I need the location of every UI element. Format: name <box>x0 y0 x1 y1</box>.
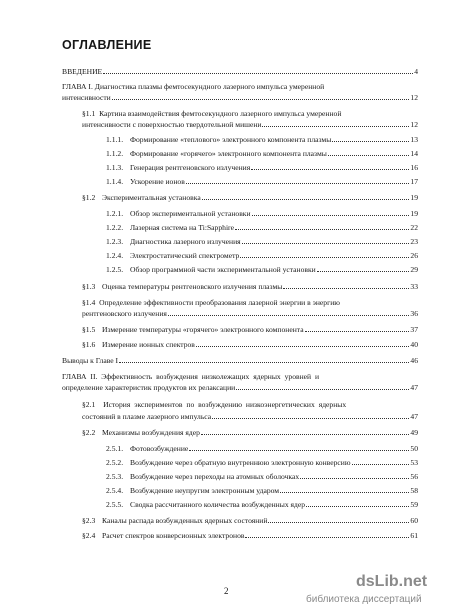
toc-entry-label: 2.5.1. <box>106 444 124 453</box>
toc-page-number: 56 <box>410 472 418 481</box>
toc-entry-label: §2.3 <box>82 516 96 525</box>
toc-page-number: 16 <box>410 163 418 172</box>
toc-entry-label: 1.2.4. <box>106 251 124 260</box>
toc-entry-label: ВВЕДЕНИЕ <box>62 67 103 76</box>
toc-entry <box>82 193 418 202</box>
toc-page-number: 50 <box>410 444 418 453</box>
toc-entry-title: Электростатический спектрометр <box>130 251 240 260</box>
toc-entry-title: Формирование «горячего» электронного компонента плазмы <box>130 149 327 158</box>
toc-entry-title: Картина взаимодействия фемтосекундного лазерного импульса умеренной <box>99 109 342 118</box>
toc-entry <box>106 223 418 232</box>
toc-entry-label: 1.1.3. <box>106 163 124 172</box>
toc-leader <box>236 383 409 390</box>
toc-entry-title: Обзор экспериментальной установки <box>130 209 251 218</box>
toc-page-number: 14 <box>410 149 418 158</box>
toc-entry-line1 <box>62 82 324 91</box>
toc-page-number: 26 <box>410 251 418 260</box>
page-number: 2 <box>224 586 229 596</box>
toc-leader <box>300 472 409 479</box>
toc-entry-title: Диагностика плазмы фемтосекундного лазерного импульса умеренной <box>94 82 325 91</box>
toc-entry <box>106 500 418 509</box>
toc-page-number: 37 <box>410 325 418 334</box>
toc-entry-line1 <box>82 298 340 307</box>
toc-leader <box>328 149 410 156</box>
toc-leader <box>240 251 409 258</box>
toc-leader <box>352 458 410 465</box>
toc-entry-line2 <box>82 412 418 421</box>
toc-entry-title: Эффективность возбуждения низколежащих ядерных уровней и <box>101 372 320 381</box>
toc-entry-label: §1.2 <box>82 193 96 202</box>
toc-entry <box>82 325 418 334</box>
toc-entry-label: 2.5.3. <box>106 472 124 481</box>
toc-entry-label: 2.5.5. <box>106 500 124 509</box>
toc-entry-label: ГЛАВА I. <box>62 82 93 91</box>
toc-entry-title: Каналы распада возбужденных ядерных состояний <box>102 516 268 525</box>
toc-page-number: 60 <box>410 516 418 525</box>
toc-entry <box>106 458 418 467</box>
toc-entry-title: Возбуждение через обратную внутреннюю электронную конверсию <box>130 458 351 467</box>
toc-entry <box>106 209 418 218</box>
toc-entry-title: Механизмы возбуждения ядер <box>102 428 200 437</box>
toc-entry-label: 2.5.2. <box>106 458 124 467</box>
toc-page-number: 12 <box>410 93 418 102</box>
toc-entry-label: 1.1.4. <box>106 177 124 186</box>
toc-entry-label: 1.1.2. <box>106 149 124 158</box>
toc-entry <box>106 135 418 144</box>
toc-leader <box>280 486 409 493</box>
toc-entry-title: Экспериментальная установка <box>102 193 201 202</box>
toc-entry-label: §1.3 <box>82 282 96 291</box>
toc-entry-title: Генерация рентгеновского излучения <box>130 163 251 172</box>
toc-entry-label: 1.2.3. <box>106 237 124 246</box>
toc-entry <box>106 177 418 186</box>
toc-leader <box>245 531 409 538</box>
toc-page-number: 22 <box>410 223 418 232</box>
toc-page-number: 49 <box>410 428 418 437</box>
toc-entry-title-cont: рентгеновского излучения <box>82 309 167 318</box>
toc-entry-line2 <box>82 309 418 318</box>
toc-entry-title: Измерение ионных спектров <box>102 340 195 349</box>
toc-entry <box>62 356 418 365</box>
toc-entry <box>106 472 418 481</box>
toc-entry-title: Возбуждение неупругим электронным ударом <box>130 486 280 495</box>
toc-page-number: 36 <box>410 309 418 318</box>
toc-entry-line1 <box>82 400 346 409</box>
toc-entry-label: Выводы к Главе I <box>62 356 119 365</box>
toc-entry-label: 1.2.1. <box>106 209 124 218</box>
toc-entry-title: Расчет спектров конверсионных электронов <box>102 531 245 540</box>
toc-entry-line2 <box>62 383 418 392</box>
toc-entry-title-cont: интенсивности с поверхностью твердотельной мишени <box>82 120 262 129</box>
toc-leader <box>235 223 409 230</box>
toc-entry-title: Ускорение ионов <box>130 177 185 186</box>
toc-entry-line2 <box>82 120 418 129</box>
toc-leader <box>332 135 409 142</box>
toc-leader <box>196 340 410 347</box>
toc-entry-label: 1.2.5. <box>106 265 124 274</box>
toc-entry <box>82 282 418 291</box>
toc-page-number: 61 <box>410 531 418 540</box>
toc-entry-line2 <box>62 93 418 102</box>
toc-entry <box>106 149 418 158</box>
toc-entry-label: 2.5.4. <box>106 486 124 495</box>
toc-leader <box>103 67 413 74</box>
toc-page-number: 59 <box>410 500 418 509</box>
toc-entry-line1 <box>82 109 341 118</box>
toc-entry-title: Обзор программной части экспериментальной установки <box>130 265 316 274</box>
toc-page-number: 47 <box>410 412 418 421</box>
toc-entry-title: Формирование «теплового» электронного компонента плазмы <box>130 135 332 144</box>
toc-leader <box>306 500 409 507</box>
toc-page-number: 12 <box>410 120 418 129</box>
toc-leader <box>268 516 409 523</box>
toc-entry-label: §2.4 <box>82 531 96 540</box>
toc-leader <box>242 237 410 244</box>
toc-page-number: 33 <box>410 282 418 291</box>
toc-page-number: 13 <box>410 135 418 144</box>
toc-entry-label: §2.1 <box>82 400 96 409</box>
toc-page-number: 19 <box>410 193 418 202</box>
toc-leader <box>168 309 410 316</box>
toc-page-number: 53 <box>410 458 418 467</box>
toc-entry-label: §1.6 <box>82 340 96 349</box>
toc-entry-title: История экспериментов по возбуждению низкоэнергетических ядерных <box>103 400 347 409</box>
toc-entry <box>82 428 418 437</box>
toc-entry <box>106 265 418 274</box>
toc-entry <box>82 531 418 540</box>
toc-leader <box>212 412 409 419</box>
toc-entry-title: Возбуждение через переходы на атомных оболочках <box>130 472 300 481</box>
toc-leader <box>262 120 409 127</box>
toc-entry-title: Лазерная система на Ti:Sapphire <box>130 223 234 232</box>
toc-leader <box>119 356 409 363</box>
toc-entry <box>82 516 418 525</box>
toc-entry-label: §1.5 <box>82 325 96 334</box>
watermark-logo: dsLib.net <box>356 573 428 590</box>
toc-entry-title: Сводка рассчитанного количества возбужденных ядер <box>130 500 306 509</box>
toc-entry-label: 1.1.1. <box>106 135 124 144</box>
toc-page-number: 23 <box>410 237 418 246</box>
toc-page-number: 40 <box>410 340 418 349</box>
toc-page-number: 58 <box>410 486 418 495</box>
toc-entry-line1 <box>62 372 319 381</box>
toc-entry-label: §2.2 <box>82 428 96 437</box>
toc-entry <box>106 444 418 453</box>
toc-entry-title: Диагностика лазерного излучения <box>130 237 241 246</box>
toc-page-number: 17 <box>410 177 418 186</box>
toc-entry <box>106 251 418 260</box>
toc-entry-label: 1.2.2. <box>106 223 124 232</box>
toc-entry-title: Измерение температуры «горячего» электронного компонента <box>102 325 304 334</box>
toc-leader <box>251 163 409 170</box>
toc-entry-title: Фотовозбуждение <box>130 444 189 453</box>
toc-leader <box>201 428 409 435</box>
toc-page-number: 47 <box>410 383 418 392</box>
toc-entry-title: Определение эффективности преобразования лазерной энергии в энергию <box>99 298 340 307</box>
toc-entry-label: §1.1 <box>82 109 96 118</box>
toc-leader <box>252 209 410 216</box>
toc-entry-title-cont: интенсивности <box>62 93 111 102</box>
toc-leader <box>317 265 410 272</box>
toc-leader <box>189 444 409 451</box>
toc-leader <box>305 325 410 332</box>
toc-entry <box>106 237 418 246</box>
toc-page-number: 46 <box>410 356 418 365</box>
page-title: ОГЛАВЛЕНИЕ <box>62 38 152 52</box>
toc-entry-label: ГЛАВА II. <box>62 372 98 381</box>
toc-leader <box>186 177 410 184</box>
toc-leader <box>112 93 410 100</box>
toc-leader <box>202 193 410 200</box>
toc-entry <box>106 486 418 495</box>
toc-entry <box>82 340 418 349</box>
toc-page-number: 29 <box>410 265 418 274</box>
toc-entry-title: Оценка температуры рентгеновского излучения плазмы <box>102 282 283 291</box>
toc-entry-label: §1.4 <box>82 298 96 307</box>
watermark-subtitle: библиотека диссертаций <box>306 594 422 605</box>
toc-entry <box>62 67 418 76</box>
toc-page-number: 4 <box>414 67 418 76</box>
toc-entry-title-cont: определение характеристик продуктов их релаксации <box>62 383 236 392</box>
toc-entry <box>106 163 418 172</box>
toc-leader <box>283 282 409 289</box>
toc-page-number: 19 <box>410 209 418 218</box>
toc-entry-title-cont: состояний в плазме лазерного импульса <box>82 412 212 421</box>
